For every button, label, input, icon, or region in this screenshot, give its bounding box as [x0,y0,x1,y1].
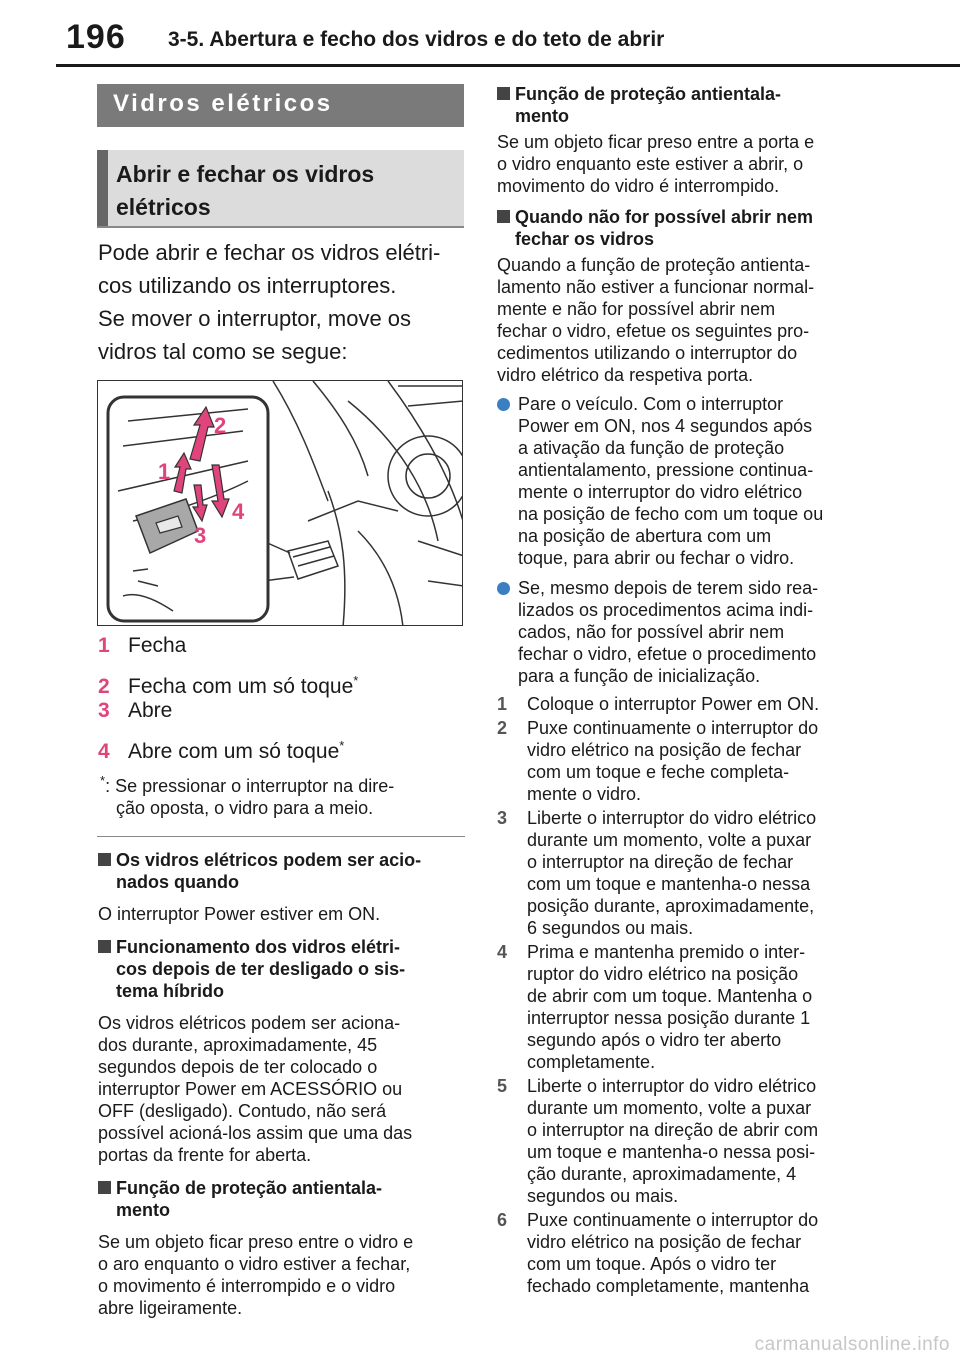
body-line: o vidro enquanto este estiver a abrir, o [497,154,804,174]
heading-line: Função de proteção antientala- [515,84,782,104]
bullet-line: na posição de fecho com um toque ou [518,504,824,524]
section-heading [98,849,470,893]
square-bullet-icon [497,87,510,100]
step-line: Puxe continuamente o interruptor do [527,1210,819,1230]
intro-line: vidros tal como se segue: [98,339,348,364]
bullet-line: cados, não for possível abrir nem [518,622,785,642]
step-line: Coloque o interruptor Power em ON. [527,694,820,714]
step-line: com um toque e mantenha-o nessa [527,874,811,894]
bullet-line: para a função de inicialização. [518,666,761,686]
section-body [98,1012,470,1166]
step-number: 5 [497,1076,508,1096]
step-list [497,693,867,1297]
left-column-sections [98,849,470,1319]
legend-text: Abre com um só toque [128,740,340,763]
main-title: Vidros elétricos [113,90,333,117]
body-line: cedimentos utilizando o interruptor do [497,343,798,363]
right-column [497,83,867,1297]
intro-line: cos utilizando os interruptores. [98,273,397,298]
body-line: dos durante, aproximadamente, 45 [98,1035,378,1055]
header-rule [56,64,960,67]
heading-line: mento [515,106,569,126]
sub-title-line: elétricos [116,194,211,220]
body-line: interruptor Power em ACESSÓRIO ou [98,1079,403,1099]
bullet-item [497,577,867,687]
step-line: segundo após o vidro ter aberto [527,1030,782,1050]
footnote-asterisk: * [100,773,106,788]
step-line: com um toque. Após o vidro ter [527,1254,777,1274]
main-title-bar [97,84,464,127]
section-body [497,254,867,386]
heading-line: Funcionamento dos vidros elétri- [116,937,401,957]
step-line: Liberte o interruptor do vidro elétrico [527,808,817,828]
info-section [497,83,867,197]
step-item [497,1075,867,1207]
step-line: com um toque e feche completa- [527,762,790,782]
body-line: Se um objeto ficar preso entre o vidro e [98,1232,414,1252]
window-switch-illustration [97,380,463,626]
body-line: o movimento é interrompido e o vidro [98,1276,396,1296]
sub-title-rule [97,226,464,228]
heading-line: Os vidros elétricos podem ser acio- [116,850,422,870]
figure-label-2: 2 [214,413,227,438]
sub-title-line: Abrir e fechar os vidros [116,161,375,187]
step-line: ção durante, aproximadamente, 4 [527,1164,797,1184]
info-section [98,936,470,1166]
body-line: movimento do vidro é interrompido. [497,176,780,196]
sub-title [116,158,446,224]
body-line: vidro elétrico da respetiva porta. [497,365,754,385]
heading-line: mento [116,1200,170,1220]
body-line: OFF (desligado). Contudo, não será [98,1101,387,1121]
bullet-line: mente o interruptor do vidro elétrico [518,482,803,502]
legend-asterisk: * [339,738,345,753]
bullet-line: lizados os procedimentos acima indi- [518,600,814,620]
body-line: segundos depois de ter colocado o [98,1057,378,1077]
body-line: abre ligeiramente. [98,1298,243,1318]
bullet-line: a ativação da função de proteção [518,438,785,458]
step-line: um toque e mantenha-o nessa posi- [527,1142,816,1162]
info-section [497,206,867,386]
step-line: fechado completamente, mantenha [527,1276,810,1296]
square-bullet-icon [497,210,510,223]
heading-line: fechar os vidros [515,229,655,249]
legend-number: 3 [98,699,110,722]
step-line: Liberte o interruptor do vidro elétrico [527,1076,817,1096]
body-line: lamento não estiver a funcionar normal- [497,277,815,297]
section-divider [97,836,465,837]
section-body [497,131,867,197]
body-line: Os vidros elétricos podem ser aciona- [98,1013,401,1033]
step-line: interruptor nessa posição durante 1 [527,1008,811,1028]
legend-text: Fecha com um só toque [128,675,354,698]
step-line: Prima e mantenha premido o inter- [527,942,806,962]
bullet-line: toque, para abrir ou fechar o vidro. [518,548,795,568]
step-item [497,941,867,1073]
info-section [98,1177,470,1319]
body-line: Se um objeto ficar preso entre a porta e [497,132,815,152]
step-line: o interruptor na direção de abrir com [527,1120,819,1140]
heading-line: Quando não for possível abrir nem [515,207,814,227]
step-item [497,1209,867,1297]
section-title: 3-5. Abertura e fecho dos vidros e do teto de abrir [168,28,665,51]
legend-asterisk: * [353,673,359,688]
step-item [497,807,867,939]
bullet-dot-icon [497,398,510,411]
intro-paragraph [98,236,468,368]
step-number: 1 [497,694,508,714]
bullet-dot-icon [497,582,510,595]
illustration-svg [98,381,463,626]
step-number: 2 [497,718,508,738]
square-bullet-icon [98,940,111,953]
legend-item [98,631,186,661]
bullet-line: Pare o veículo. Com o interruptor [518,394,784,414]
body-line: mente e não for possível abrir nem [497,299,776,319]
step-line: o interruptor na direção de fechar [527,852,794,872]
step-line: ruptor do vidro elétrico na posição [527,964,799,984]
step-line: Puxe continuamente o interruptor do [527,718,819,738]
legend-item [98,731,344,767]
footnote [100,770,470,819]
square-bullet-icon [98,853,111,866]
step-number: 4 [497,942,508,962]
footnote-line: ção oposta, o vidro para a meio. [116,798,374,818]
body-line: O interruptor Power estiver em ON. [98,904,381,924]
step-line: de abrir com um toque. Mantenha o [527,986,813,1006]
body-line: o aro enquanto o vidro estiver a fechar, [98,1254,411,1274]
heading-line: cos depois de ter desligado o sis- [116,959,406,979]
legend-number: 2 [98,675,110,698]
section-heading [98,936,470,1002]
section-body [98,903,470,925]
step-line: segundos ou mais. [527,1186,679,1206]
figure-label-1: 1 [158,459,171,484]
info-section [98,849,470,925]
step-line: posição durante, aproximadamente, [527,896,815,916]
legend-text: Abre [128,699,173,722]
watermark: carmanualsonline.info [754,1334,950,1355]
bullet-line: na posição de abertura com um [518,526,772,546]
sub-title-bar [97,150,464,226]
step-line: durante um momento, volte a puxar [527,1098,812,1118]
heading-line: tema híbrido [116,981,225,1001]
bullet-line: antientalamento, pressione continua- [518,460,814,480]
step-line: vidro elétrico na posição de fechar [527,1232,802,1252]
bullet-item [497,393,867,569]
page-number: 196 [66,18,126,56]
bullet-line: Se, mesmo depois de terem sido rea- [518,578,819,598]
bullet-line: fechar o vidro, efetue o procedimento [518,644,817,664]
step-number: 3 [497,808,508,828]
heading-line: Função de proteção antientala- [116,1178,383,1198]
figure-label-4: 4 [232,499,245,524]
bullet-line: Power em ON, nos 4 segundos após [518,416,813,436]
body-line: Quando a função de proteção antienta- [497,255,811,275]
intro-line: Se mover o interruptor, move os [98,306,412,331]
step-line: completamente. [527,1052,656,1072]
step-line: 6 segundos ou mais. [527,918,694,938]
section-heading [497,206,867,250]
step-line: vidro elétrico na posição de fechar [527,740,802,760]
intro-line: Pode abrir e fechar os vidros elétri- [98,240,441,265]
figure-label-3: 3 [194,523,207,548]
step-item [497,717,867,805]
section-body [98,1231,470,1319]
step-item [497,693,867,715]
section-heading [497,83,867,127]
square-bullet-icon [98,1181,111,1194]
legend-text: Fecha [128,634,187,657]
body-line: fechar o vidro, efetue os seguintes pro- [497,321,810,341]
heading-line: nados quando [116,872,239,892]
section-heading [98,1177,470,1221]
body-line: possível acioná-los assim que uma das [98,1123,413,1143]
footnote-line: : Se pressionar o interruptor na dire- [105,776,395,796]
step-line: durante um momento, volte a puxar [527,830,812,850]
legend-number: 4 [98,740,110,763]
legend-number: 1 [98,634,110,657]
body-line: portas da frente for aberta. [98,1145,312,1165]
step-number: 6 [497,1210,508,1230]
legend-item [98,696,172,726]
step-line: mente o vidro. [527,784,642,804]
